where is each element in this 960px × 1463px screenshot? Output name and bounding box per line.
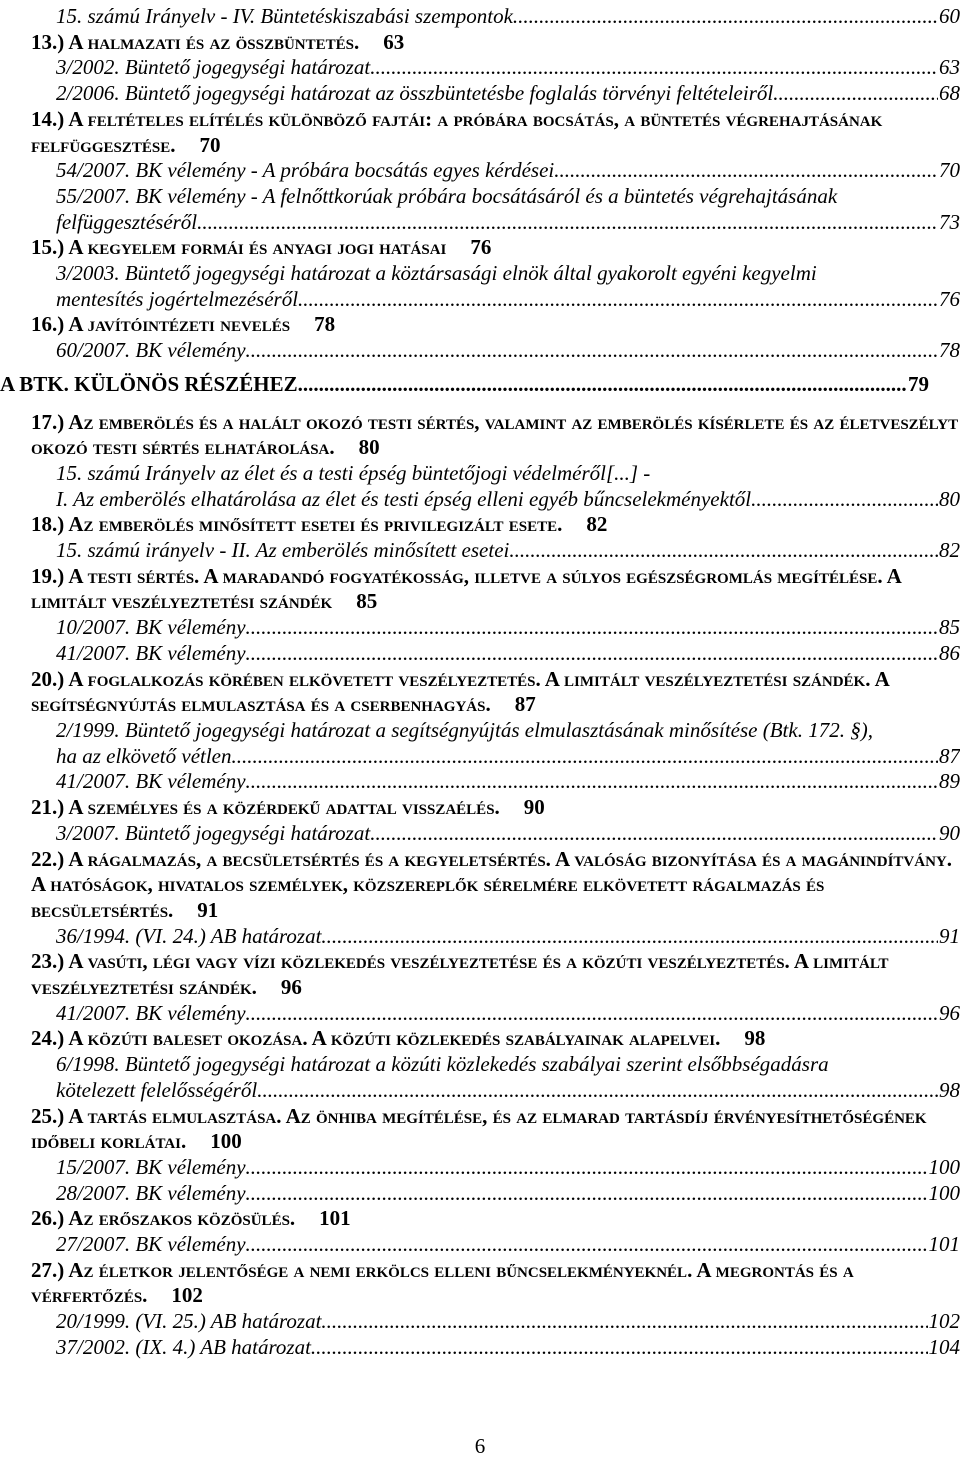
toc-entry[interactable] (31, 1181, 960, 1207)
dot-leader (370, 55, 938, 81)
toc-entry-line: 6/1998. Büntető jogegységi határozat a közúti közlekedés szabályai szerint elsőbbségadásra (56, 1052, 829, 1077)
section-title: A halmazati és az összbüntetés. (68, 29, 360, 54)
section-number: 14.) (31, 106, 65, 131)
toc-page-number: 82 (586, 512, 608, 537)
toc-entry-line: 55/2007. BK vélemény - A felnőttkorúak próbára bocsátásáról és a büntetés végrehajtásának (56, 183, 838, 208)
toc-entry-title: I. Az emberölés elhatárolása az élet és testi épség elleni egyéb bűncselekményektől (56, 486, 752, 511)
toc-page-number: 68 (939, 81, 960, 106)
toc-page-number: 70 (939, 158, 960, 183)
section-number: 24.) (31, 1026, 65, 1051)
part-title: A BTK. KÜLÖNÖS RÉSZÉHEZ (0, 371, 298, 396)
toc-entry-title: 41/2007. BK vélemény (56, 769, 246, 794)
toc-page-number: 70 (199, 132, 221, 157)
toc-entry-title: felfüggesztéséről (56, 209, 198, 234)
toc-page-number: 90 (523, 795, 545, 820)
toc-section-heading[interactable] (31, 949, 960, 1000)
dot-leader (246, 338, 938, 364)
toc-page-number: 82 (939, 538, 960, 563)
toc-entry[interactable] (31, 615, 960, 641)
toc-page-number: 80 (358, 435, 380, 460)
toc-page-number: 91 (939, 923, 960, 948)
toc-entry-title: kötelezett felelősségéről (56, 1077, 258, 1102)
toc-page-number: 76 (939, 286, 960, 311)
toc-entry[interactable] (31, 1155, 960, 1181)
section-title: A javítóintézeti nevelés (68, 312, 291, 337)
section-number: 25.) (31, 1103, 65, 1128)
toc-entry-title: 20/1999. (VI. 25.) AB határozat (56, 1309, 322, 1334)
dot-leader (509, 538, 938, 564)
toc-section-heading[interactable] (31, 235, 960, 261)
dot-leader (197, 210, 938, 236)
toc-entry-line: 3/2003. Büntető jogegységi határozat a köztársasági elnök által gyakorolt egyéni kegyelmi (56, 261, 817, 286)
section-number: 18.) (31, 512, 65, 537)
toc-entry-title: 15. számú irányelv - II. Az emberölés minősített esetei (56, 538, 510, 563)
section-number: 21.) (31, 795, 65, 820)
section-title: A vasúti, légi vagy vízi közlekedés veszélyeztetése és a közúti veszélyeztetés. A limitált veszélyeztetési szándék. (31, 949, 889, 1000)
section-title: Az emberölés és a halált okozó testi sértés, valamint az emberölés kísérlete és az életveszélyt okozó testi sértés elhatárolása. (31, 409, 959, 460)
toc-entry-title: 41/2007. BK vélemény (56, 640, 246, 665)
dot-leader (246, 615, 938, 641)
dot-leader (246, 1232, 928, 1258)
toc-entry-title: ha az elkövető vétlen (56, 743, 232, 768)
toc-entry-title: 10/2007. BK vélemény (56, 615, 246, 640)
section-title: A feltételes elítélés különböző fajtái: a próbára bocsátás, a büntetés végrehajtásának felfüggesztése. (31, 106, 883, 157)
toc-section-heading[interactable] (31, 1206, 960, 1232)
toc-page-number: 85 (356, 589, 378, 614)
dot-leader (370, 821, 938, 847)
toc-entry[interactable] (31, 769, 960, 795)
section-title: A személyes és a közérdekű adattal visszaélés. (68, 795, 500, 820)
toc-page-number: 89 (939, 769, 960, 794)
toc-part-heading[interactable] (0, 372, 960, 398)
toc-page-number: 60 (939, 4, 960, 28)
section-title: A testi sértés. A maradandó fogyatékosság, illetve a súlyos egészségromlás megítélése. A limitált veszélyeztetési szándék (31, 563, 901, 614)
toc-page-number: 78 (314, 312, 336, 337)
toc-entry[interactable] (31, 81, 960, 107)
section-title: A közúti baleset okozása. A közúti közlekedés szabályainak alapelvei. (68, 1026, 721, 1051)
dot-leader (298, 372, 907, 398)
dot-leader (246, 641, 938, 667)
toc-page-number: 104 (928, 1334, 960, 1359)
section-title: A rágalmazás, a becsületsértés és a kegyeletsértés. A valóság bizonyítása és a magánindítvány. A hatóságok, hivatalos személyek, közszereplők sérelmére elkövetett rágalmazás és becsületsértés. (31, 846, 952, 922)
dot-leader (246, 769, 938, 795)
toc-section-heading[interactable] (31, 667, 960, 718)
toc-page-number: 102 (928, 1309, 960, 1334)
toc-entry[interactable] (31, 1309, 960, 1335)
section-number: 23.) (31, 949, 65, 974)
toc-section-heading[interactable] (31, 564, 960, 615)
toc-page-number: 100 (928, 1154, 960, 1179)
section-number: 19.) (31, 563, 65, 588)
toc-entry-title: 3/2002. Büntető jogegységi határozat (56, 55, 371, 80)
section-number: 22.) (31, 846, 65, 871)
toc-entry[interactable] (31, 1232, 960, 1258)
section-title: A tartás elmulasztása. Az önhiba megítélése, és az elmarad tartásdíj érvényesíthetőségének időbeli korlátai. (31, 1103, 927, 1154)
toc-section-heading[interactable] (31, 847, 960, 924)
toc-section-heading[interactable] (31, 1258, 960, 1309)
toc-page-number: 96 (939, 1000, 960, 1025)
toc-page-number: 87 (514, 692, 536, 717)
toc-page-number: 101 (928, 1232, 960, 1257)
toc-page-number: 102 (171, 1283, 203, 1308)
dot-leader (232, 744, 938, 770)
toc-page-number: 85 (939, 615, 960, 640)
dot-leader (246, 1181, 928, 1207)
toc-page-number: 87 (939, 743, 960, 768)
toc-page-number: 63 (939, 55, 960, 80)
toc-section-heading[interactable] (31, 107, 960, 158)
toc-entry[interactable] (31, 4, 960, 30)
toc-entry[interactable] (31, 1335, 960, 1361)
section-number: 26.) (31, 1206, 65, 1231)
toc-entry-title: 37/2002. (IX. 4.) AB határozat (56, 1334, 311, 1359)
section-number: 17.) (31, 409, 65, 434)
dot-leader (773, 81, 938, 107)
toc-page-number: 63 (383, 29, 405, 54)
toc-entry-title: 27/2007. BK vélemény (56, 1232, 246, 1257)
toc-section-heading[interactable] (31, 1026, 960, 1052)
toc-section-heading[interactable] (31, 512, 960, 538)
section-title: Az életkor jelentősége a nemi erkölcs elleni bűncselekményeknél. A megrontás és a vérfertőzés. (31, 1257, 854, 1308)
dot-leader (298, 287, 938, 313)
toc-entry[interactable] (31, 538, 960, 564)
toc-entry[interactable] (31, 461, 960, 512)
toc-entry-title: 54/2007. BK vélemény - A próbára bocsátás egyes kérdései (56, 158, 555, 183)
toc-page-number: 73 (939, 209, 960, 234)
toc-entry[interactable] (31, 1052, 960, 1103)
toc-entry-title: 2/2006. Büntető jogegységi határozat az összbüntetésbe foglalás törvényi feltételeiről (56, 81, 774, 106)
section-number: 20.) (31, 666, 65, 691)
toc-page-number: 78 (939, 338, 960, 363)
toc-entry[interactable] (31, 55, 960, 81)
table-of-contents (0, 4, 960, 1361)
toc-entry[interactable] (31, 261, 960, 312)
dot-leader (513, 4, 938, 30)
toc-entry[interactable] (31, 1001, 960, 1027)
toc-entry[interactable] (31, 641, 960, 667)
toc-page-number: 86 (939, 640, 960, 665)
section-number: 16.) (31, 312, 65, 337)
toc-entry-title: 41/2007. BK vélemény (56, 1000, 246, 1025)
toc-entry-title: 36/1994. (VI. 24.) AB határozat (56, 923, 322, 948)
toc-entry[interactable] (31, 924, 960, 950)
section-number: 27.) (31, 1257, 65, 1282)
page-number: 6 (474, 1434, 486, 1458)
section-number: 15.) (31, 235, 65, 260)
section-title: A foglalkozás körében elkövetett veszélyeztetés. A limitált veszélyeztetési szándék. A segítségnyújtás elmulasztása és a cserbenhagyás. (31, 666, 889, 717)
section-title: A kegyelem formái és anyagi jogi hatásai (68, 235, 447, 260)
section-title: Az erőszakos közösülés. (68, 1206, 296, 1231)
dot-leader (257, 1078, 938, 1104)
dot-leader (321, 924, 938, 950)
dot-leader (554, 158, 938, 184)
toc-page-number: 76 (470, 235, 492, 260)
toc-page-number: 90 (939, 820, 960, 845)
toc-entry-title: 60/2007. BK vélemény (56, 338, 246, 363)
toc-entry[interactable] (31, 718, 960, 769)
toc-entry-title: 15. számú Irányelv - IV. Büntetéskiszabási szempontok (56, 4, 513, 28)
dot-leader (311, 1335, 928, 1361)
toc-section-heading[interactable] (31, 410, 960, 461)
toc-page-number: 79 (908, 371, 929, 396)
toc-entry[interactable] (31, 184, 960, 235)
toc-entry[interactable] (31, 158, 960, 184)
dot-leader (751, 487, 938, 513)
toc-entry[interactable] (31, 821, 960, 847)
section-number: 13.) (31, 29, 65, 54)
dot-leader (321, 1309, 927, 1335)
toc-page-number: 98 (744, 1026, 766, 1051)
toc-section-heading[interactable] (31, 1104, 960, 1155)
toc-entry[interactable] (31, 338, 960, 364)
toc-page-number: 100 (928, 1180, 960, 1205)
toc-page-number: 101 (319, 1206, 351, 1231)
dot-leader (246, 1155, 928, 1181)
toc-entry-title: 15/2007. BK vélemény (56, 1154, 246, 1179)
section-title: Az emberölés minősített esetei és privilegizált esete. (68, 512, 563, 537)
toc-entry-title: mentesítés jogértelmezéséről (56, 286, 299, 311)
toc-entry-title: 3/2007. Büntető jogegységi határozat (56, 820, 371, 845)
dot-leader (246, 1001, 938, 1027)
toc-section-heading[interactable] (31, 30, 960, 56)
toc-page-number: 98 (939, 1077, 960, 1102)
toc-entry-title: 28/2007. BK vélemény (56, 1180, 246, 1205)
toc-entry-line: 15. számú Irányelv az élet és a testi épség büntetőjogi védelméről[...] - (56, 460, 651, 485)
toc-page-number: 100 (210, 1129, 242, 1154)
toc-page-number: 96 (280, 975, 302, 1000)
toc-entry-line: 2/1999. Büntető jogegységi határozat a segítségnyújtás elmulasztásának minősítése (Btk. 172. §), (56, 717, 873, 742)
toc-section-heading[interactable] (31, 795, 960, 821)
toc-page-number: 91 (197, 897, 219, 922)
toc-page-number: 80 (939, 486, 960, 511)
toc-section-heading[interactable] (31, 312, 960, 338)
